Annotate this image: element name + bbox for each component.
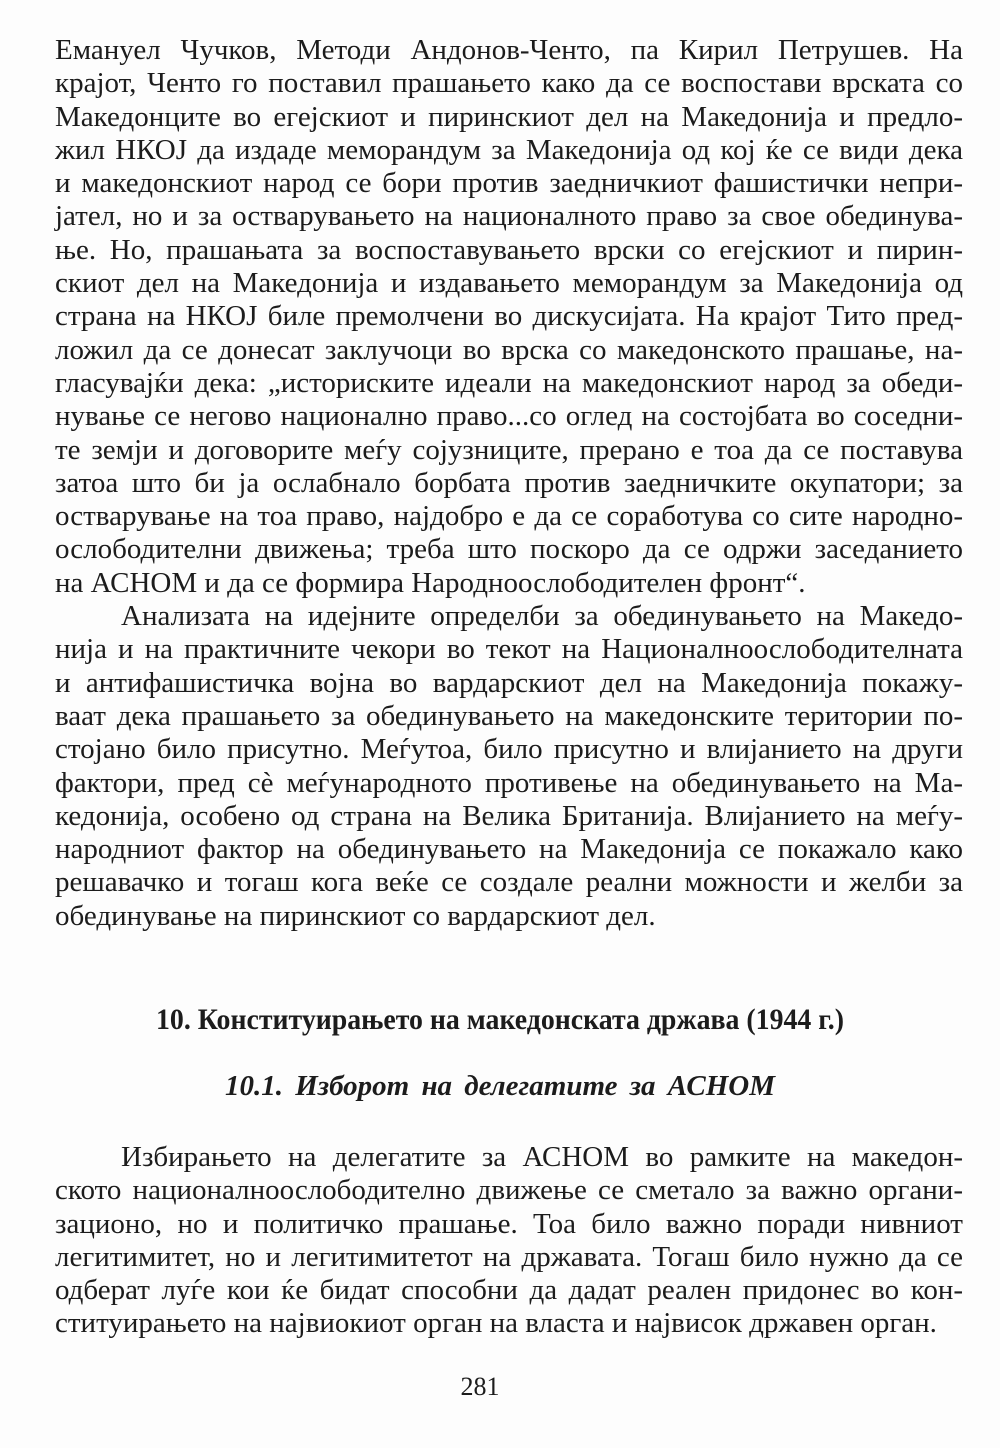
text-line-content: народниот фактор на обединувањето на Македонија се покажало како xyxy=(55,833,963,866)
body-text-block xyxy=(55,34,963,933)
text-line xyxy=(55,1208,963,1241)
text-line xyxy=(55,600,963,633)
text-line xyxy=(55,1174,963,1207)
text-line xyxy=(55,101,963,134)
text-line xyxy=(55,1274,963,1307)
text-line xyxy=(55,1241,963,1274)
section-heading-text: 10. Конституирањето на македонската држава (1944 г.) xyxy=(156,1003,844,1036)
text-line-content: те земји и договорите меѓу сојузниците, прерано е тоа да се поставува xyxy=(55,433,963,466)
text-line-content: Емануел Чучков, Методи Андонов-Ченто, па Кирил Петрушев. На xyxy=(55,34,963,66)
text-line xyxy=(55,467,963,500)
text-line xyxy=(55,800,963,833)
text-line-content: страна на НКОЈ биле премолчени во дискусијата. На крајот Тито пред- xyxy=(55,300,963,333)
text-line-content: ското националноослободително движење се сметало за важно органи- xyxy=(55,1174,963,1207)
text-line xyxy=(55,733,963,766)
text-line-content: ложил да се донесат заклучоци во врска со македонското прашање, на- xyxy=(55,333,963,366)
text-line xyxy=(55,533,963,566)
text-line xyxy=(55,1307,963,1340)
text-line xyxy=(55,767,963,800)
text-line-content: фактори, пред сè меѓународното противење на обединувањето на Ма- xyxy=(55,766,963,799)
text-line xyxy=(55,267,963,300)
text-line xyxy=(55,400,963,433)
text-line-content: ституирањето на највиокиот орган на власта и највисок државен орган. xyxy=(55,1307,937,1340)
text-line xyxy=(55,167,963,200)
text-line xyxy=(55,500,963,533)
subsection-heading-text: 10.1. Изборот на делегатите за АСНОМ xyxy=(225,1070,775,1102)
text-line-content: Избирањето на делегатите за АСНОМ во рамките на македон- xyxy=(121,1141,963,1173)
section-heading xyxy=(156,1000,844,1040)
text-line xyxy=(55,866,963,899)
text-line xyxy=(55,900,963,933)
text-line-content: нија и на практичните чекори во текот на Националноослободителната xyxy=(55,633,963,666)
text-line-content: јател, но и за остварувањето на националното право за свое обединува- xyxy=(55,200,963,233)
text-line xyxy=(55,334,963,367)
text-line-content: на АСНОМ и да се формира Народноослободителен фронт“. xyxy=(55,566,806,599)
text-line-content: ње. Но, прашањата за воспоставувањето врски со егејскиот и пирин- xyxy=(55,233,963,266)
body-text-block-2 xyxy=(55,1141,963,1341)
text-line xyxy=(55,67,963,100)
text-line-content: остварување на тоа право, најдобро е да се соработува со сите народно- xyxy=(55,500,963,533)
text-line-content: жил НКОЈ да издаде меморандум за Македонија од кој ќе се види дека xyxy=(55,133,963,166)
text-line xyxy=(55,34,963,67)
text-line xyxy=(55,134,963,167)
text-line xyxy=(55,633,963,666)
text-line xyxy=(55,367,963,400)
text-line xyxy=(55,434,963,467)
text-line xyxy=(55,1141,963,1174)
text-line-content: обединување на пиринскиот со вардарскиот дел. xyxy=(55,899,656,932)
subsection-heading xyxy=(225,1066,775,1106)
text-line-content: Анализата на идејните определби за обединувањето на Македо- xyxy=(121,600,963,633)
text-line-content: крајот, Ченто го поставил прашањето како да се воспостави врската со xyxy=(55,67,963,100)
text-line xyxy=(55,300,963,333)
text-line-content: стојано било присутно. Меѓутоа, било присутно и влијанието на други xyxy=(55,733,963,766)
text-line xyxy=(55,200,963,233)
text-line-content: одберат луѓе кои ќе бидат способни да дадат реален придонес во кон- xyxy=(55,1274,963,1307)
text-line-content: гласувајќи дека: „историските идеали на македонскиот народ за обеди- xyxy=(55,366,963,399)
page-number xyxy=(0,1372,960,1402)
text-line xyxy=(55,700,963,733)
text-line xyxy=(55,667,963,700)
page-number-text: 281 xyxy=(460,1372,500,1401)
text-line-content: легитимитет, но и легитимитетот на државата. Тогаш било нужно да се xyxy=(55,1240,963,1273)
text-line-content: Македонците во егејскиот и пиринскиот дел на Македонија и предло- xyxy=(55,100,963,133)
text-line-content: зационо, но и политичко прашање. Тоа било важно поради нивниот xyxy=(55,1207,963,1240)
text-line-content: ваат дека прашањето за обединувањето на македонските територии по- xyxy=(55,699,963,732)
text-line-content: нување се негово национално право...со оглед на состојбата во соседни- xyxy=(55,400,963,433)
text-line xyxy=(55,833,963,866)
text-line-content: решавачко и тогаш кога веќе се создале реални можности и желби за xyxy=(55,866,963,899)
text-line-content: и антифашистичка војна во вардарскиот дел на Македонија покажу- xyxy=(55,666,963,699)
text-line-content: затоа што би ја ослабнало борбата против заедничките окупатори; за xyxy=(55,466,963,499)
text-line-content: кедонија, особено од страна на Велика Британија. Влијанието на меѓу- xyxy=(55,799,963,832)
text-line-content: ослободителни движења; треба што поскоро да се одржи заседанието xyxy=(55,533,963,566)
text-line xyxy=(55,567,963,600)
text-line-content: скиот дел на Македонија и издавањето меморандум за Македонија од xyxy=(55,267,963,300)
text-line xyxy=(55,234,963,267)
text-line-content: и македонскиот народ се бори против заедничкиот фашистички непри- xyxy=(55,167,963,200)
